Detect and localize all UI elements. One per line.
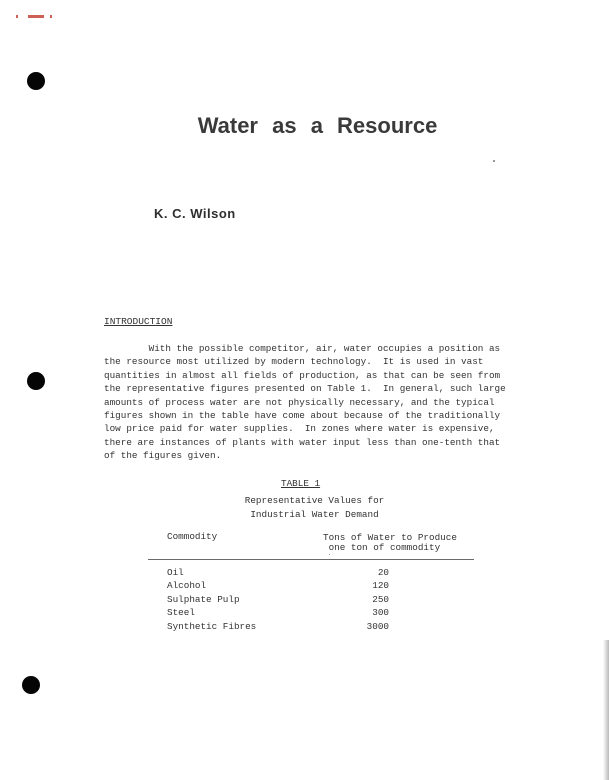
table-cell-tons: 3000 (366, 621, 389, 632)
table-title-line1: Representative Values for (244, 495, 385, 506)
table-caption: TABLE 1 (281, 478, 321, 489)
scan-speck (329, 554, 330, 555)
table-row (167, 594, 389, 607)
table-header-commodity: Commodity (167, 531, 218, 542)
punch-hole-top (27, 72, 45, 90)
table-row (167, 607, 389, 620)
scan-edge-shadow (603, 640, 609, 780)
table-cell-tons: 300 (372, 607, 389, 618)
table-row (167, 580, 389, 593)
introduction-paragraph: With the possible competitor, air, water occupies a position as the resource most utilized by modern technology. It is used in vast quantities in almost all fields of production, as that can be seen from the representative figures presented on Table 1. In general, such large amounts of process water are not physically necessary, and the typical figures shown in the table have come about because of the traditionally low price paid for water supplies. In zones where water is expensive, there are instances of plants with water input less than one-tenth that of the figures given. (104, 343, 506, 462)
author-name: K. C. Wilson (154, 206, 236, 221)
table-title-line2: Industrial Water Demand (250, 509, 379, 520)
table-cell-commodity: Sulphate Pulp (167, 594, 240, 605)
pen-mark (10, 15, 54, 18)
table-header-rule (148, 559, 474, 560)
table-cell-commodity: Synthetic Fibres (167, 621, 257, 632)
table-cell-tons: 120 (372, 580, 389, 591)
section-heading-introduction: INTRODUCTION (104, 316, 173, 327)
document-title: Water as a Resource (197, 113, 438, 138)
table-cell-commodity: Steel (167, 607, 195, 618)
table-row (167, 621, 389, 634)
table-row (167, 567, 389, 580)
scan-speck (493, 160, 495, 162)
punch-hole-middle (27, 372, 45, 390)
table-cell-commodity: Oil (167, 567, 184, 578)
table-cell-tons: 250 (372, 594, 389, 605)
punch-hole-bottom (22, 676, 40, 694)
table-header-tons: Tons of Water to Produce one ton of commodity (323, 532, 457, 553)
table-cell-tons: 20 (377, 567, 389, 578)
table-cell-commodity: Alcohol (167, 580, 207, 591)
